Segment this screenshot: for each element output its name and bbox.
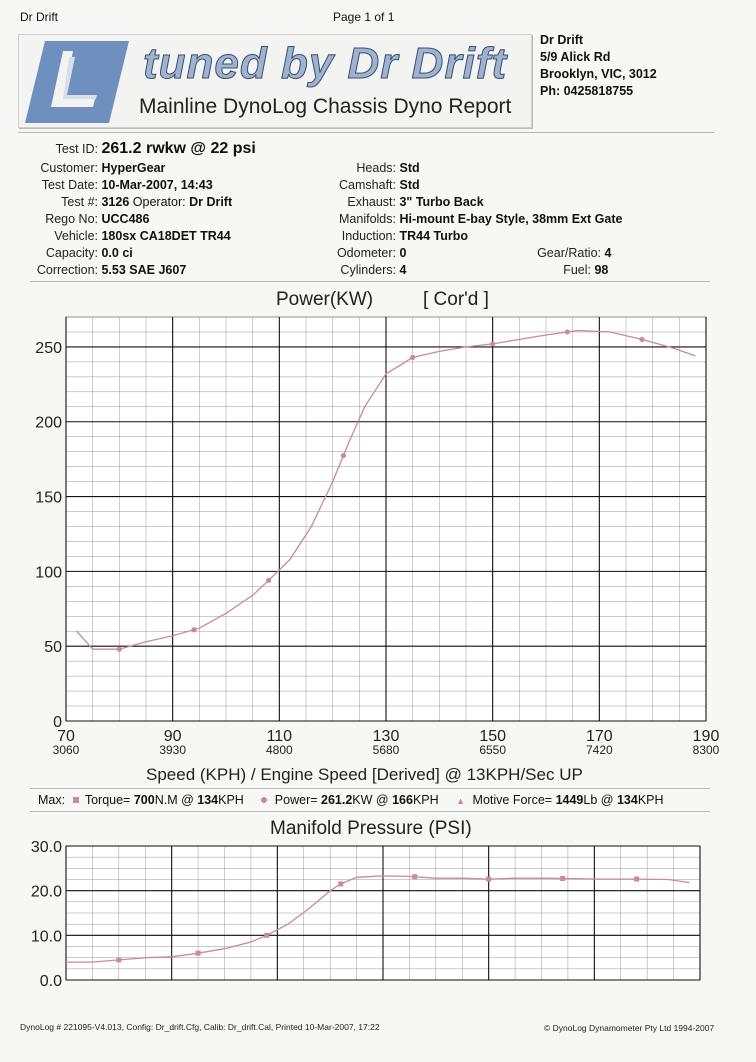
operator-label: Operator: xyxy=(132,195,186,209)
capacity-label: Capacity: xyxy=(45,246,98,260)
data-point xyxy=(116,957,121,962)
x-tick-label-speed: 130 xyxy=(372,728,400,745)
x-tick-label-speed: 190 xyxy=(692,728,720,745)
test-id-label: Test ID: xyxy=(55,142,98,156)
torque-square-icon xyxy=(73,797,79,803)
force-label: Motive Force= xyxy=(472,793,553,807)
y-tick-label: 200 xyxy=(35,414,62,432)
heads-label: Heads: xyxy=(356,161,396,175)
x-tick-label-speed: 110 xyxy=(266,728,293,745)
x-axis-label: Speed (KPH) / Engine Speed [Derived] @ 13KPH/Sec UP xyxy=(146,765,583,784)
customer-label: Customer: xyxy=(40,161,98,175)
test-date-value: 10-Mar-2007, 14:43 xyxy=(101,178,213,192)
induction-value: TR44 Turbo xyxy=(399,229,469,243)
camshaft-label: Camshaft: xyxy=(339,178,396,192)
power-chart xyxy=(35,317,719,757)
page-number: Page 1 of 1 xyxy=(333,10,395,24)
y-tick-label: 100 xyxy=(35,564,62,582)
cylinders-label: Cylinders: xyxy=(340,263,396,277)
y-tick-label: 30.0 xyxy=(30,839,62,856)
data-point xyxy=(266,578,271,583)
data-point xyxy=(341,453,346,458)
y-tick-label: 250 xyxy=(35,339,62,357)
power-at: 166 xyxy=(392,793,413,807)
force-unit: Lb @ xyxy=(583,793,614,807)
y-tick-label: 150 xyxy=(35,489,62,507)
x-tick-label-rpm: 7420 xyxy=(585,743,613,757)
x-tick-label-speed: 150 xyxy=(479,728,507,745)
x-tick-label-rpm: 4800 xyxy=(265,743,293,757)
gear-label: Gear/Ratio: xyxy=(537,246,601,260)
manifolds-value: Hi-mount E-bay Style, 38mm Ext Gate xyxy=(399,212,623,226)
odometer-label: Odometer: xyxy=(336,246,396,260)
correction-value: 5.53 SAE J607 xyxy=(101,263,187,277)
data-point xyxy=(117,647,122,652)
camshaft-value: Std xyxy=(399,178,420,192)
address-suburb: Brooklyn, VIC, 3012 xyxy=(540,67,657,81)
data-point xyxy=(191,627,196,632)
power-kph: KPH xyxy=(412,793,439,807)
x-tick-label-rpm: 3060 xyxy=(52,743,80,757)
customer-value: HyperGear xyxy=(101,161,166,175)
address-phone: Ph: 0425818755 xyxy=(540,84,634,98)
test-num-label: Test #: xyxy=(61,195,98,209)
power-dot-icon xyxy=(261,797,267,803)
heads-value: Std xyxy=(399,161,420,175)
test-num-value: 3126 xyxy=(101,195,130,209)
data-point xyxy=(565,329,570,334)
induction-label: Induction: xyxy=(341,229,396,243)
x-tick-label-rpm: 3930 xyxy=(159,743,187,757)
data-point xyxy=(634,877,639,882)
force-triangle-icon: ▲ xyxy=(456,796,466,806)
torque-label: Torque= xyxy=(84,793,131,807)
exhaust-value: 3" Turbo Back xyxy=(399,195,484,209)
footer-left: DynoLog # 221095-V4.013, Config: Dr_drift.Cfg, Calib: Dr_drift.Cal, Printed 10-Mar-2007, 17:22 xyxy=(20,1022,380,1032)
data-point xyxy=(486,877,491,882)
manifold-pressure-chart xyxy=(31,839,700,990)
x-tick-label-rpm: 6550 xyxy=(479,743,507,757)
operator-value: Dr Drift xyxy=(189,195,233,209)
fuel-value: 98 xyxy=(594,263,609,277)
vehicle-label: Vehicle: xyxy=(54,229,98,243)
address-street: 5/9 Alick Rd xyxy=(540,50,611,64)
data-point xyxy=(560,876,565,881)
y-tick-label: 50 xyxy=(44,639,62,657)
x-tick-label-rpm: 5680 xyxy=(372,743,400,757)
cylinders-value: 4 xyxy=(399,263,407,277)
report-title: Mainline DynoLog Chassis Dyno Report xyxy=(139,95,512,118)
max-prefix: Max: xyxy=(38,793,66,807)
data-point xyxy=(410,355,415,360)
torque-kph: KPH xyxy=(218,793,244,807)
rego-label: Rego No: xyxy=(45,212,98,226)
vehicle-value: 180sx CA18DET TR44 xyxy=(101,229,231,243)
x-tick-label-rpm: 8300 xyxy=(692,743,720,757)
y-tick-label: 0 xyxy=(53,714,62,731)
force-at: 134 xyxy=(616,793,638,807)
torque-unit: N.M @ xyxy=(154,793,194,807)
y-tick-label: 20.0 xyxy=(30,883,62,901)
exhaust-label: Exhaust: xyxy=(347,195,396,209)
torque-at: 134 xyxy=(197,793,219,807)
data-point xyxy=(264,933,269,938)
force-value: 1449 xyxy=(555,793,584,807)
torque-value: 700 xyxy=(133,793,155,807)
logo-tagline: tuned by Dr Drift xyxy=(143,39,508,88)
power-chart-subtitle: [ Cor'd ] xyxy=(423,289,489,310)
pressure-chart-title: Manifold Pressure (PSI) xyxy=(270,818,472,839)
header-left: Dr Drift xyxy=(20,10,58,24)
max-summary-line xyxy=(30,788,710,812)
correction-label: Correction: xyxy=(36,263,98,277)
manifolds-label: Manifolds: xyxy=(339,212,396,226)
power-unit: KW @ xyxy=(352,793,389,807)
x-tick-label-speed: 170 xyxy=(585,728,613,745)
odometer-value: 0 xyxy=(399,246,407,260)
data-point xyxy=(412,874,417,879)
x-tick-label-speed: 90 xyxy=(163,728,182,745)
data-point xyxy=(196,951,201,956)
y-tick-label: 0.0 xyxy=(39,973,62,990)
data-point xyxy=(490,341,495,346)
test-date-label: Test Date: xyxy=(41,178,98,192)
x-tick-label-speed: 70 xyxy=(57,728,75,745)
capacity-value: 0.0 ci xyxy=(101,246,133,260)
y-tick-label: 10.0 xyxy=(30,928,62,946)
gear-value: 4 xyxy=(604,246,612,260)
data-point xyxy=(338,881,343,886)
power-value: 261.2 xyxy=(321,793,353,807)
power-chart-title: Power(KW) xyxy=(276,289,374,310)
address-name: Dr Drift xyxy=(540,33,584,47)
test-id-value: 261.2 rwkw @ 22 psi xyxy=(101,140,256,157)
force-kph: KPH xyxy=(637,793,664,807)
fuel-label: Fuel: xyxy=(563,263,591,277)
power-label: Power= xyxy=(274,793,318,807)
footer-right: © DynoLog Dynamometer Pty Ltd 1994-2007 xyxy=(544,1023,715,1033)
rego-value: UCC486 xyxy=(101,212,150,226)
data-point xyxy=(639,337,644,342)
